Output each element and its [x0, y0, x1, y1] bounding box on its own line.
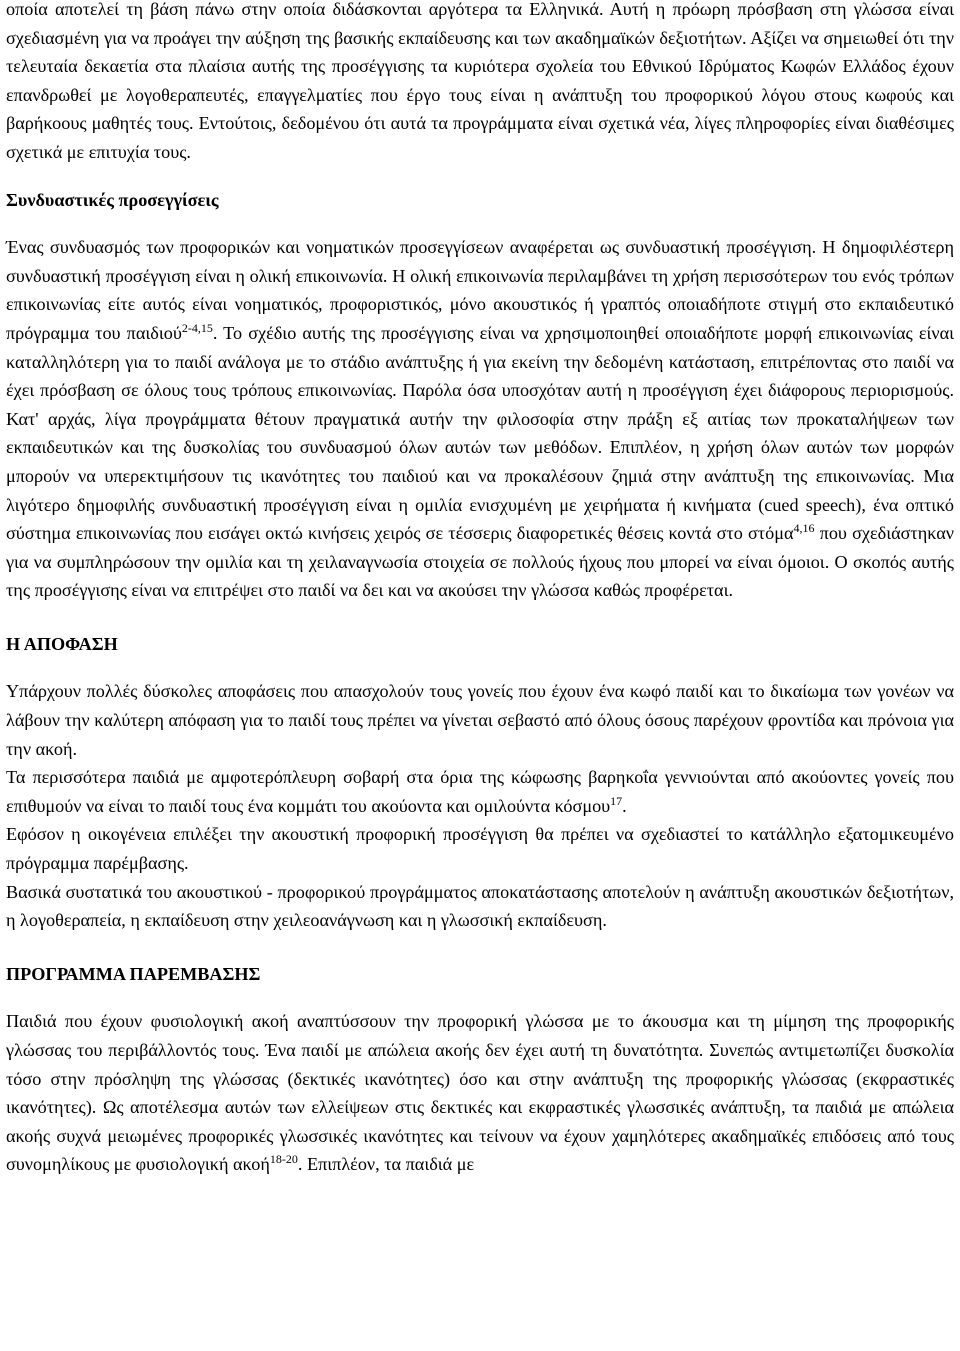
intervention-paragraph [6, 1007, 954, 1179]
text-run: Τα περισσότερα παιδιά με αμφοτερόπλευρη σοβαρή στα όρια της κώφωσης βαρηκοΐα γεννιούνται από ακούοντες γονείς που επιθυμούν να είναι το παιδί τους ένα κομμάτι του ακούοντα και ομιλούντα κόσμου [6, 767, 954, 816]
section-heading-intervention-program: ΠΡΟΓΡΑΜΜΑ ΠΑΡΕΜΒΑΣΗΣ [6, 963, 261, 984]
text-run: . [622, 795, 627, 816]
combined-approaches-paragraph [6, 233, 954, 605]
citation-ref: 18-20 [269, 1152, 298, 1167]
decision-paragraph-3: Εφόσον η οικογένεια επιλέξει την ακουστική προφορική προσέγγιση θα πρέπει να σχεδιαστεί το κατάλληλο εξατομικευμένο πρόγραμμα παρέμβασης. [6, 824, 954, 874]
section-heading-combined-approaches: Συνδυαστικές προσεγγίσεις [6, 189, 219, 210]
text-run: Παιδιά που έχουν φυσιολογική ακοή αναπτύσσουν την προφορική γλώσσα με το άκουσμα και τη μίμηση της προφορικής γλώσσας του περιβάλλοντός τους. Ένα παιδί με απώλεια ακοής δεν έχει αυτή τη δυνατότητα. Συνεπώς αντιμετωπίζει δυσκολία τόσο στην πρόσληψη της γλώσσας (δεκτικές ικανότητες) όσο και στην ανάπτυξη της προφορικής γλώσσας (εκφραστικές ικανότητες). Ως αποτέλεσμα αυτών των ελλείψεων στις δεκτικές και εκφραστικές γλωσσικές ανάπτυξη, τα παιδιά με απώλεια ακοής συχνά μειωμένες προφορικές γλωσσικές ικανότητες και τείνουν να έχουν χαμηλότερες ακαδημαϊκές επιδόσεις από τους συνομηλίκους με φυσιολογική ακοή [6, 1011, 954, 1175]
decision-paragraph-2 [6, 763, 954, 820]
section-heading-decision: Η ΑΠΟΦΑΣΗ [6, 633, 118, 654]
decision-paragraph-4: Βασικά συστατικά του ακουστικού - προφορικού προγράμματος αποκατάστασης αποτελούν η ανάπτυξη ακουστικών δεξιοτήτων, η λογοθεραπεία, η εκπαίδευση στην χειλεοανάγνωση και η γλωσσική εκπαίδευση. [6, 881, 954, 931]
text-run: . Επιπλέον, τα παιδιά με [297, 1154, 475, 1175]
intro-paragraph: οποία αποτελεί τη βάση πάνω στην οποία διδάσκονται αργότερα τα Ελληνικά. Αυτή η πρόωρη πρόσβαση στη γλώσσα είναι σχεδιασμένη για να προάγει την αύξηση της βασικής εκπαίδευσης και των ακαδημαϊκών δεξιοτήτων. Αξίζει να σημειωθεί ότι την τελευταία δεκαετία στα πλαίσια αυτής της προσέγγισης τα κυριότερα σχολεία του Εθνικού Ιδρύματος Κωφών Ελλάδος έχουν επανδρωθεί με λογοθεραπευτές, επαγγελματίες που έργο τους είναι η ανάπτυξη του προφορικού λόγου στους κωφούς και βαρήκοους μαθητές τους. Εντούτοις, δεδομένου ότι αυτά τα προγράμματα είναι σχετικά νέα, λίγες πληροφορίες είναι διαθέσιμες σχετικά με επιτυχία τους. [6, 0, 954, 162]
text-run: . Το σχέδιο αυτής της προσέγγισης είναι να χρησιμοποιηθεί οποιαδήποτε μορφή επικοινωνίας είναι καταλληλότερη για το παιδί ανάλογα με το στάδιο ανάπτυξης ή για εκείνη την δεδομένη κατάσταση, επιτρέποντας στο παιδί να έχει πρόσβαση σε όλους τους τρόπους επικοινωνίας. Παρόλα όσα υποσχόταν αυτή η προσέγγιση έχει διάφορους περιορισμούς. Κατ' αρχάς, λίγα προγράμματα θέτουν πραγματικά αυτήν την φιλοσοφία στην πράξη εξ αιτίας των προκαταλήψεων των εκπαιδευτικών και της δυσκολίας του συνδυασμού όλων αυτών των μεθόδων. Επιπλέον, η χρήση όλων αυτών των μορφών μπορούν να υπερεκτιμήσουν τις ικανότητες του παιδιού και να προκαλέσουν ζημιά στην ανάπτυξη της επικοινωνίας. Μια λιγότερο δημοφιλής συνδυαστική προσέγγιση είναι η ομιλία ενισχυμένη με χειρήματα ή κινήματα (cued speech), ένα οπτικό σύστημα επικοινωνίας που εισάγει οκτώ κινήσεις χειρός σε τέσσερις διαφορετικές θέσεις κοντά στο στόμα [6, 322, 954, 544]
decision-paragraph-1: Υπάρχουν πολλές δύσκολες αποφάσεις που απασχολούν τους γονείς που έχουν ένα κωφό παιδί και το δικαίωμα των γονέων να λάβουν την καλύτερη απόφαση για το παιδί τους πρέπει να γίνεται σεβαστό από όλους όσους παρέχουν φροντίδα και πρόνοια για την ακοή. [6, 681, 954, 759]
text-run: που σχεδιάστηκαν για να συμπληρώσουν την ομιλία και τη χειλαναγνωσία στοιχεία σε πολλούς ήχους που μπορεί να είναι όμοιοι. Ο σκοπός αυτής της προσέγγισης είναι να επιτρέψει στο παιδί να δει και να ακούσει την γλώσσα καθώς προφέρεται. [6, 523, 954, 601]
document-page [6, 0, 954, 1179]
citation-ref: 2-4,15 [181, 320, 213, 335]
text-run: Ένας συνδυασμός των προφορικών και νοηματικών προσεγγίσεων αναφέρεται ως συνδυαστική προσέγγιση. Η δημοφιλέστερη συνδυαστική προσέγγιση είναι η ολική επικοινωνία. Η ολική επικοινωνία περιλαμβάνει τη χρήση περισσότερων του ενός τρόπων επικοινωνίας είτε αυτός είναι νοηματικός, προφοριστικός, μόνο ακουστικός ή γραπτός οποιαδήποτε στιγμή στο εκπαιδευτικό πρόγραμμα του παιδιού [6, 237, 954, 343]
citation-ref: 17 [610, 793, 623, 808]
citation-ref: 4,16 [793, 521, 815, 536]
